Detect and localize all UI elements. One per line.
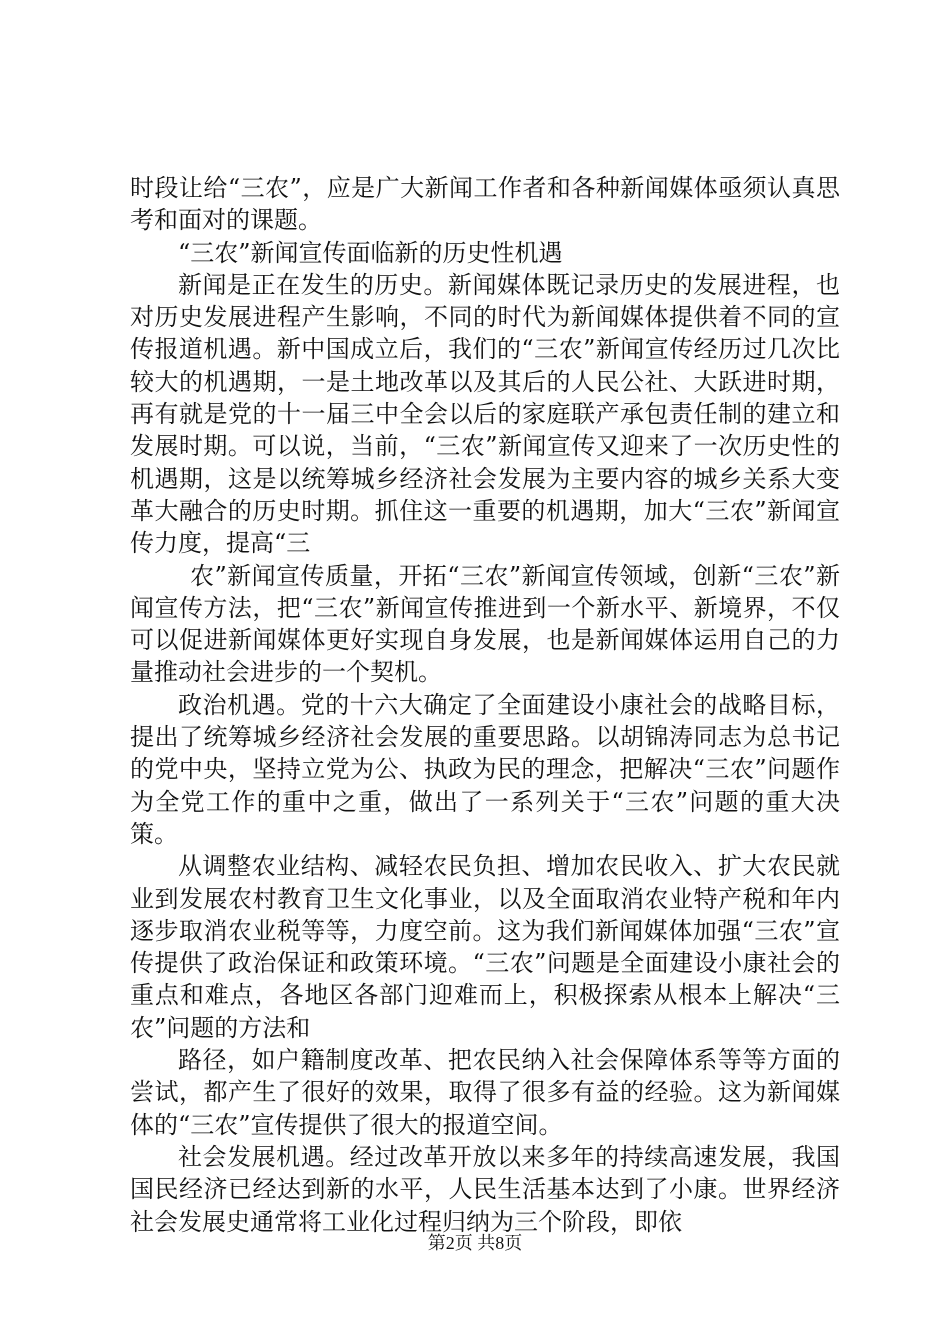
page-footer: 第2页 共8页 [427,1233,523,1253]
paragraph-4: 农”新闻宣传质量，开拓“三农”新闻宣传领域，创新“三农”新闻宣传方法，把“三农”新闻宣传推进到一个新水平、新境界，不仅可以促进新闻媒体更好实现自身发展，也是新闻媒体运用自己的力量推动社会进步的一个契机。 [130,561,840,687]
section-heading: “三农”新闻宣传面临新的历史性机遇 [178,238,563,267]
paragraph-1: 时段让给“三农”，应是广大新闻工作者和各种新闻媒体亟须认真思考和面对的课题。 [130,174,840,235]
paragraph-3: 新闻是正在发生的历史。新闻媒体既记录历史的发展进程，也对历史发展进程产生影响，不同的时代为新闻媒体提供着不同的宣传报道机遇。新中国成立后，我们的“三农”新闻宣传经历过几次比较大的机遇期，一是土地改革以及其后的人民公社、大跃进时期，再有就是党的十一届三中全会以后的家庭联产承包责任制的建立和发展时期。可以说，当前，“三农”新闻宣传又迎来了一次历史性的机遇期，这是以统筹城乡经济社会发展为主要内容的城乡关系大变革大融合的历史时期。抓住这一重要的机遇期，加大“三农”新闻宣传力度，提高“三 [130,270,840,558]
paragraph-5: 政治机遇。党的十六大确定了全面建设小康社会的战略目标，提出了统筹城乡经济社会发展的重要思路。以胡锦涛同志为总书记的党中央，坚持立党为公、执政为民的理念，把解决“三农”问题作为全党工作的重中之重，做出了一系列关于“三农”问题的重大决策。 [130,690,840,848]
paragraph-7: 路径，如户籍制度改革、把农民纳入社会保障体系等等方面的尝试，都产生了很好的效果，取得了很多有益的经验。这为新闻媒体的“三农”宣传提供了很大的报道空间。 [130,1046,840,1139]
paragraph-6: 从调整农业结构、减轻农民负担、增加农民收入、扩大农民就业到发展农村教育卫生文化事业，以及全面取消农业特产税和年内逐步取消农业税等等，力度空前。这为我们新闻媒体加强“三农”宣传提供了政治保证和政策环境。“三农”问题是全面建设小康社会的重点和难点，各地区各部门迎难而上，积极探索从根本上解决“三农”问题的方法和 [130,852,840,1042]
paragraph-8: 社会发展机遇。经过改革开放以来多年的持续高速发展，我国国民经济已经达到新的水平，人民生活基本达到了小康。世界经济社会发展史通常将工业化过程归纳为三个阶段，即依 [130,1142,840,1236]
document-body [130,172,840,1238]
